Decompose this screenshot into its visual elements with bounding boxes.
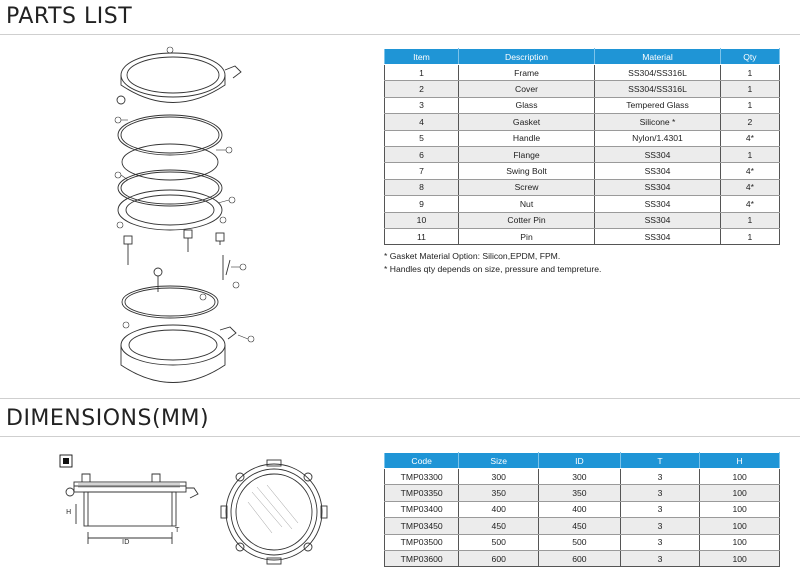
table-row: [385, 163, 780, 179]
table-cell: TMP03450: [385, 518, 459, 534]
table-cell: 4: [385, 114, 459, 130]
table-cell: 100: [700, 469, 780, 485]
section-divider: [0, 34, 800, 35]
table-cell: SS304: [595, 179, 721, 195]
table-cell: 1: [720, 146, 779, 162]
table-cell: 450: [539, 518, 621, 534]
table-header-row: [385, 49, 780, 65]
table-cell: 2: [385, 81, 459, 97]
table-cell: TMP03600: [385, 550, 459, 566]
column-header: Description: [458, 49, 594, 65]
column-header: Qty: [720, 49, 779, 65]
table-cell: 350: [539, 485, 621, 501]
table-cell: SS304: [595, 228, 721, 244]
table-cell: Frame: [458, 65, 594, 81]
table-cell: Pin: [458, 228, 594, 244]
section-divider: [0, 436, 800, 437]
table-cell: 400: [539, 501, 621, 517]
table-row: [385, 97, 780, 113]
column-header: H: [700, 453, 780, 469]
table-cell: 450: [459, 518, 539, 534]
table-cell: 8: [385, 179, 459, 195]
table-row: [385, 81, 780, 97]
table-cell: TMP03500: [385, 534, 459, 550]
table-cell: Cover: [458, 81, 594, 97]
table-cell: 100: [700, 550, 780, 566]
table-cell: 100: [700, 518, 780, 534]
table-cell: Swing Bolt: [458, 163, 594, 179]
table-row: [385, 485, 780, 501]
table-cell: 3: [620, 501, 700, 517]
table-cell: 100: [700, 501, 780, 517]
table-cell: Silicone *: [595, 114, 721, 130]
top-view-drawing: [212, 457, 342, 567]
table-cell: 300: [539, 469, 621, 485]
table-row: [385, 501, 780, 517]
dimensions-title: DIMENSIONS(MM): [6, 406, 210, 431]
table-cell: 1: [720, 212, 779, 228]
column-header: ID: [539, 453, 621, 469]
table-cell: SS304: [595, 163, 721, 179]
parts-list-table: [384, 48, 780, 245]
table-row: [385, 228, 780, 244]
table-cell: Screw: [458, 179, 594, 195]
column-header: Code: [385, 453, 459, 469]
table-row: [385, 196, 780, 212]
h-dimension-label: H: [66, 508, 72, 516]
table-cell: 100: [700, 485, 780, 501]
table-cell: SS304/SS316L: [595, 65, 721, 81]
handles-note: * Handles qty depends on size, pressure and tempreture.: [384, 264, 602, 274]
table-row: [385, 114, 780, 130]
table-cell: 300: [459, 469, 539, 485]
exploded-view-drawing: [98, 40, 268, 395]
table-header-row: [385, 453, 780, 469]
table-cell: 2: [720, 114, 779, 130]
table-row: [385, 518, 780, 534]
table-cell: 1: [385, 65, 459, 81]
table-cell: 3: [620, 485, 700, 501]
table-cell: Glass: [458, 97, 594, 113]
table-cell: Cotter Pin: [458, 212, 594, 228]
table-cell: 7: [385, 163, 459, 179]
table-cell: 500: [539, 534, 621, 550]
table-row: [385, 130, 780, 146]
table-cell: Handle: [458, 130, 594, 146]
table-cell: SS304: [595, 196, 721, 212]
column-header: Item: [385, 49, 459, 65]
id-dimension-label: ID: [122, 538, 130, 546]
table-cell: 600: [459, 550, 539, 566]
table-cell: 100: [700, 534, 780, 550]
table-row: [385, 534, 780, 550]
table-row: [385, 212, 780, 228]
table-cell: 1: [720, 65, 779, 81]
gasket-note: * Gasket Material Option: Silicon,EPDM, FPM.: [384, 251, 561, 261]
table-cell: 4*: [720, 163, 779, 179]
table-cell: SS304/SS316L: [595, 81, 721, 97]
table-cell: 5: [385, 130, 459, 146]
table-cell: 1: [720, 81, 779, 97]
table-cell: 3: [385, 97, 459, 113]
t-dimension-label: T: [175, 526, 180, 534]
table-cell: TMP03300: [385, 469, 459, 485]
table-cell: 10: [385, 212, 459, 228]
table-cell: 600: [539, 550, 621, 566]
table-cell: 500: [459, 534, 539, 550]
table-cell: 3: [620, 550, 700, 566]
table-cell: Nylon/1.4301: [595, 130, 721, 146]
table-row: [385, 146, 780, 162]
table-cell: SS304: [595, 212, 721, 228]
table-cell: 4*: [720, 179, 779, 195]
parts-list-title: PARTS LIST: [6, 4, 133, 29]
table-cell: SS304: [595, 146, 721, 162]
table-cell: 3: [620, 534, 700, 550]
column-header: T: [620, 453, 700, 469]
column-header: Size: [459, 453, 539, 469]
table-cell: Gasket: [458, 114, 594, 130]
table-cell: Flange: [458, 146, 594, 162]
table-row: [385, 65, 780, 81]
table-cell: 400: [459, 501, 539, 517]
table-cell: 9: [385, 196, 459, 212]
dimensions-table: [384, 452, 780, 567]
table-cell: TMP03350: [385, 485, 459, 501]
table-row: [385, 179, 780, 195]
table-cell: 1: [720, 228, 779, 244]
section-divider: [0, 398, 800, 399]
side-view-drawing: [52, 452, 202, 562]
table-cell: 4*: [720, 130, 779, 146]
table-row: [385, 550, 780, 566]
column-header: Material: [595, 49, 721, 65]
table-cell: 350: [459, 485, 539, 501]
table-cell: 11: [385, 228, 459, 244]
table-cell: 3: [620, 469, 700, 485]
table-cell: TMP03400: [385, 501, 459, 517]
table-cell: 6: [385, 146, 459, 162]
table-cell: 1: [720, 97, 779, 113]
table-cell: Tempered Glass: [595, 97, 721, 113]
table-cell: 4*: [720, 196, 779, 212]
table-cell: 3: [620, 518, 700, 534]
table-row: [385, 469, 780, 485]
table-cell: Nut: [458, 196, 594, 212]
